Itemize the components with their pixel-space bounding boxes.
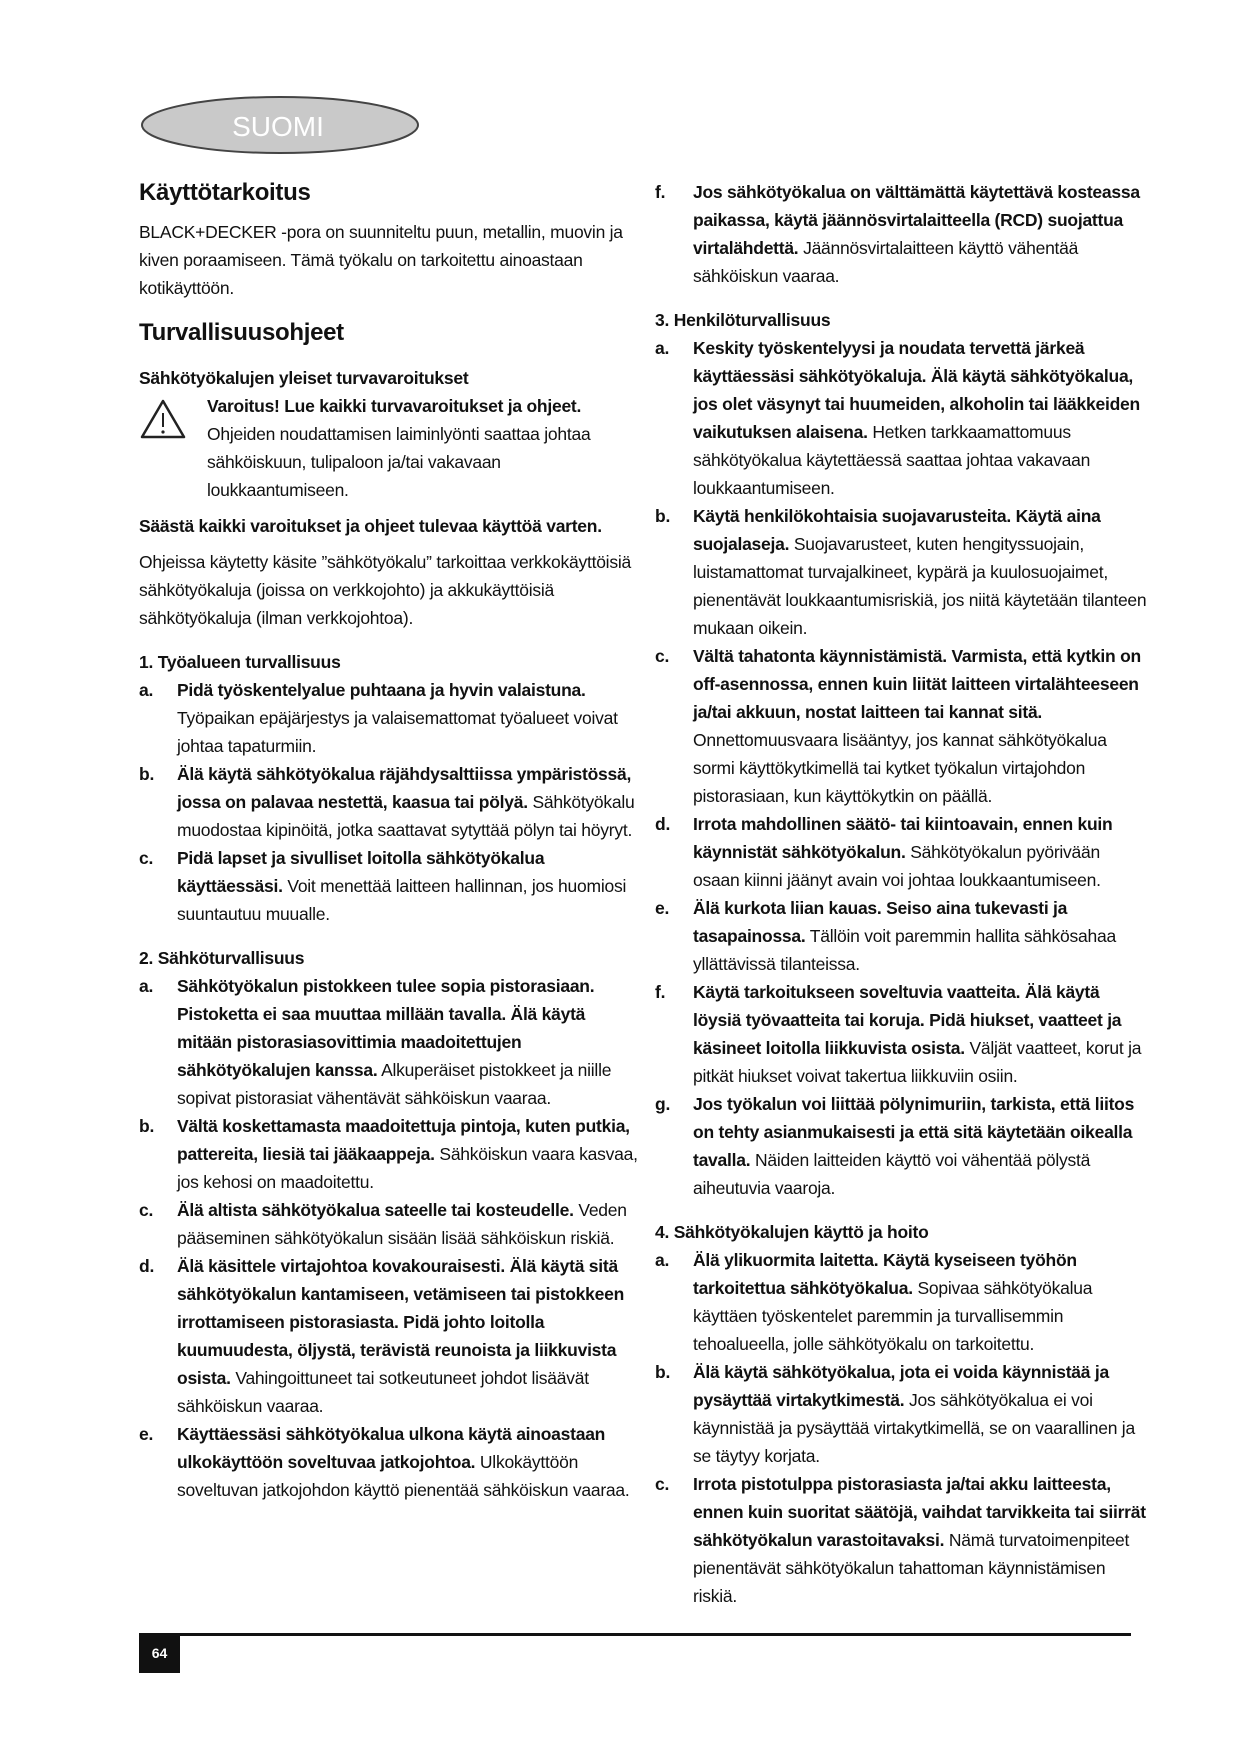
list-item: a. Keskity työskentelyysi ja noudata tervettä järkeä käyttäessäsi sähkötyökaluja. Älä käytä sähkötyökalua, jos olet väsynyt tai huumeiden, alkoholin tai lääkkeiden vaikutuksen alaisena. Hetken tarkkaamattomuus sähkötyökalua käytettäessä saattaa johtaa vakavaan loukkaantumiseen.	[655, 338, 1140, 498]
warning-triangle-icon	[139, 392, 207, 504]
list-item: a. Älä ylikuormita laitetta. Käytä kyseiseen työhön tarkoitettua sähkötyökalua. Sopivaa sähkötyökalua käyttäen työskentelet paremmin ja turvallisemmin tehoalueella, jolle sähkötyökalu on tarkoitettu.	[655, 1250, 1093, 1354]
list-item: c. Älä altista sähkötyökalua sateelle tai kosteudelle. Veden pääseminen sähkötyökalun sisään lisää sähköiskun riskiä.	[139, 1200, 627, 1248]
list-item: b. Käytä henkilökohtaisia suojavarusteita. Käytä aina suojalaseja. Suojavarusteet, kuten hengityssuojain, luistamattomat turvajalkineet, kypärä ja kuulosuojaimet, pienentävät loukkaantumisriskiä, jos niitä käytetään tilanteen mukaan oikein.	[655, 506, 1147, 638]
list-item: g. Jos työkalun voi liittää pölynimuriin, tarkista, että liitos on tehty asianmukaisesti ja että sitä käytetään oikealla tavalla. Näiden laitteiden käyttö voi vähentää pölystä aiheutuvia vaaroja.	[655, 1094, 1135, 1198]
language-badge	[138, 94, 422, 156]
left-column	[139, 178, 639, 1504]
list-item: e. Älä kurkota liian kauas. Seiso aina tukevasti ja tasapainossa. Tällöin voit paremmin hallita sähkösahaa yllättävissä tilanteissa.	[655, 898, 1116, 974]
page-number: 64	[139, 1633, 180, 1673]
list-item: e. Käyttäessäsi sähkötyökalua ulkona käytä ainoastaan ulkokäyttöön soveltuvaa jatkojohtoa. Ulkokäyttöön soveltuvan jatkojohdon käyttö pienentää sähköiskun vaaraa.	[139, 1424, 630, 1500]
language-badge-label: SUOMI	[232, 111, 324, 142]
right-column	[655, 178, 1150, 1610]
power-tool-definition: Ohjeissa käytetty käsite ”sähkötyökalu” tarkoittaa verkkokäyttöisiä sähkötyökaluja (joissa on verkkojohto) ja akkukäyttöisiä sähkötyökaluja (ilman verkkojohtoa).	[139, 552, 631, 628]
section-personal-safety: 3. Henkilöturvallisuus	[655, 310, 831, 330]
general-warnings-heading: Sähkötyökalujen yleiset turvavaroitukset	[139, 368, 469, 388]
list-item: a. Sähkötyökalun pistokkeen tulee sopia pistorasiaan. Pistoketta ei saa muuttaa millään tavalla. Älä käytä mitään pistorasiasovittimia maadoitettujen sähkötyökalujen kanssa. Alkuperäiset pistokkeet ja niille sopivat pistorasiat vähentävät sähköiskun vaaraa.	[139, 976, 612, 1108]
list-item: c. Irrota pistotulppa pistorasiasta ja/tai akku laitteesta, ennen kuin suoritat säätöjä, vaihdat tarvikkeita tai siirrät sähkötyökalun varastoitavaksi. Nämä turvatoimenpiteet pienentävät sähkötyökalun tahattoman käynnistämisen riskiä.	[655, 1474, 1146, 1606]
list-item: b. Älä käytä sähkötyökalua, jota ei voida käynnistää ja pysäyttää virtakytkimestä. Jos sähkötyökalua ei voi käynnistää ja pysäyttää virtakytkimellä, se on vaarallinen ja se täytyy korjata.	[655, 1362, 1135, 1466]
list-item: b. Älä käytä sähkötyökalua räjähdysalttiissa ympäristössä, jossa on palavaa nestettä, kaasua tai pölyä. Sähkötyökalu muodostaa kipinöitä, jotka saattavat sytyttää pölyn tai höyryt.	[139, 764, 635, 840]
language-badge-shape	[138, 94, 422, 156]
list-item: b. Vältä koskettamasta maadoitettuja pintoja, kuten putkia, pattereita, liesiä tai jääkaappeja. Sähköiskun vaara kasvaa, jos kehosi on maadoitettu.	[139, 1116, 638, 1192]
list-item: c. Vältä tahatonta käynnistämistä. Varmista, että kytkin on off-asennossa, ennen kuin liität laitteen virtalähteeseen ja/tai akkuun, nostat laitteen tai kannat sitä. Onnettomuusvaara lisääntyy, jos kannat sähkötyökalua sormi käyttökytkimellä tai kytket työkalun virtajohdon pistorasiaan, kun käyttökytkin on päällä.	[655, 646, 1141, 806]
list-item: d. Älä käsittele virtajohtoa kovakouraisesti. Älä käytä sitä sähkötyökalun kantamiseen, vetämiseen tai pistokkeen irrottamiseen pistorasiasta. Pidä johto loitolla kuumuudesta, öljystä, terävistä reunoista ja liikkuvista osista. Vahingoittuneet tai sotkeutuneet johdot lisäävät sähköiskun vaaraa.	[139, 1256, 625, 1416]
warning-text: Ohjeiden noudattamisen laiminlyönti saattaa johtaa sähköiskuun, tulipaloon ja/tai vakavaan loukkaantumiseen.	[207, 424, 591, 500]
section-tool-use-and-care: 4. Sähkötyökalujen käyttö ja hoito	[655, 1222, 929, 1242]
list-item: a. Pidä työskentelyalue puhtaana ja hyvin valaistuna. Työpaikan epäjärjestys ja valaisemattomat työalueet voivat johtaa tapaturmiin.	[139, 680, 618, 756]
section-work-area-safety: 1. Työalueen turvallisuus	[139, 652, 341, 672]
heading-safety-instructions: Turvallisuusohjeet	[139, 319, 344, 346]
section-electrical-safety: 2. Sähköturvallisuus	[139, 948, 305, 968]
warning-block	[139, 392, 639, 504]
intended-use-text: BLACK+DECKER -pora on suunniteltu puun, metallin, muovin ja kiven poraamiseen. Tämä työkalu on tarkoitettu ainoastaan kotikäyttöön.	[139, 222, 623, 298]
heading-intended-use: Käyttötarkoitus	[139, 179, 311, 206]
list-item: c. Pidä lapset ja sivulliset loitolla sähkötyökalua käyttäessäsi. Voit menettää laitteen hallinnan, jos huomiosi suuntautuu muualle.	[139, 848, 627, 924]
warning-bold: Varoitus! Lue kaikki turvavaroitukset ja ohjeet.	[207, 396, 582, 416]
footer-rule	[139, 1633, 1131, 1636]
save-instructions-note: Säästä kaikki varoitukset ja ohjeet tulevaa käyttöä varten.	[139, 516, 602, 536]
list-item: f. Jos sähkötyökalua on välttämättä käytettävä kosteassa paikassa, käytä jäännösvirtalaitteella (RCD) suojattua virtalähdettä. Jäännösvirtalaitteen käyttö vähentää sähköiskun vaaraa.	[655, 182, 1140, 286]
list-item: f. Käytä tarkoitukseen soveltuvia vaatteita. Älä käytä löysiä työvaatteita tai koruja. Pidä hiukset, vaatteet ja käsineet loitolla liikkuvista osista. Väljät vaatteet, korut ja pitkät hiukset voivat takertua liikkuviin osiin.	[655, 982, 1142, 1086]
list-item: d. Irrota mahdollinen säätö- tai kiintoavain, ennen kuin käynnistät sähkötyökalun. Sähkötyökalun pyörivään osaan kiinni jäänyt avain voi johtaa loukkaantumiseen.	[655, 814, 1113, 890]
